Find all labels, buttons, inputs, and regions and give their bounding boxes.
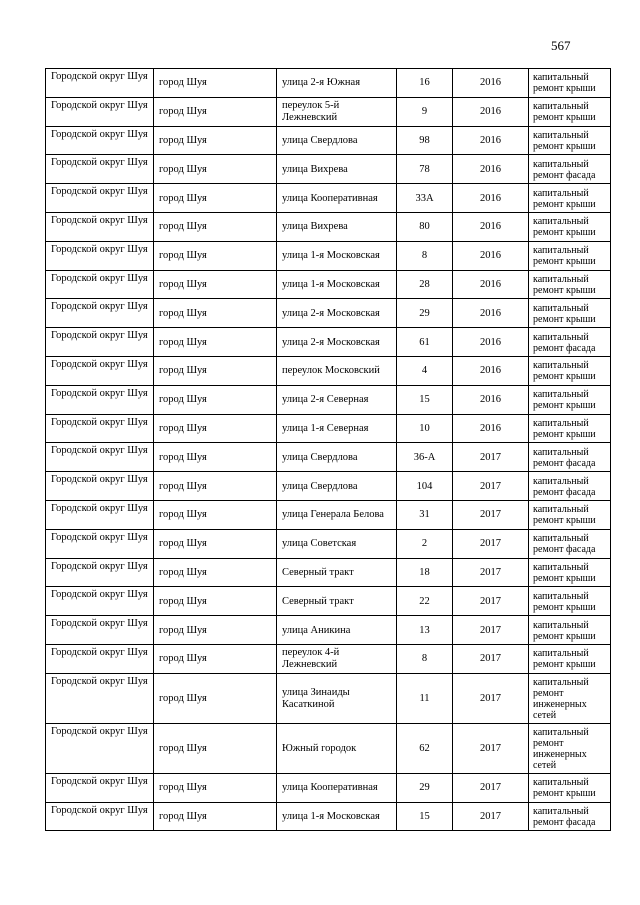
year-cell: 2017: [453, 558, 529, 587]
year-cell: 2017: [453, 443, 529, 472]
table-row: [46, 558, 611, 587]
table-row: [46, 723, 611, 773]
okrug-cell: Городской округ Шуя: [46, 587, 154, 616]
work-type-cell: капитальный ремонт крыши: [529, 773, 611, 802]
street-cell: улица 2-я Московская: [277, 299, 397, 328]
work-type-cell: капитальный ремонт фасада: [529, 328, 611, 357]
okrug-cell: Городской округ Шуя: [46, 97, 154, 126]
city-cell: город Шуя: [154, 270, 277, 299]
house-number-cell: 16: [397, 69, 453, 98]
street-cell: улица 2-я Северная: [277, 385, 397, 414]
year-cell: 2016: [453, 299, 529, 328]
street-cell: улица 2-я Южная: [277, 69, 397, 98]
table-row: [46, 500, 611, 529]
house-number-cell: 78: [397, 155, 453, 184]
street-cell: улица Генерала Белова: [277, 500, 397, 529]
house-number-cell: 36-А: [397, 443, 453, 472]
okrug-cell: Городской округ Шуя: [46, 472, 154, 501]
table-row: [46, 587, 611, 616]
work-type-cell: капитальный ремонт крыши: [529, 356, 611, 385]
work-type-cell: капитальный ремонт крыши: [529, 299, 611, 328]
street-cell: улица Советская: [277, 529, 397, 558]
work-type-cell: капитальный ремонт крыши: [529, 69, 611, 98]
city-cell: город Шуя: [154, 443, 277, 472]
work-type-cell: капитальный ремонт крыши: [529, 97, 611, 126]
year-cell: 2017: [453, 529, 529, 558]
house-number-cell: 80: [397, 212, 453, 241]
okrug-cell: Городской округ Шуя: [46, 723, 154, 773]
house-number-cell: 22: [397, 587, 453, 616]
okrug-cell: Городской округ Шуя: [46, 155, 154, 184]
year-cell: 2016: [453, 385, 529, 414]
city-cell: город Шуя: [154, 126, 277, 155]
okrug-cell: Городской округ Шуя: [46, 616, 154, 645]
year-cell: 2017: [453, 500, 529, 529]
house-number-cell: 28: [397, 270, 453, 299]
work-type-cell: капитальный ремонт крыши: [529, 644, 611, 673]
house-number-cell: 98: [397, 126, 453, 155]
city-cell: город Шуя: [154, 558, 277, 587]
street-cell: улица Зинаиды Касаткиной: [277, 673, 397, 723]
table-row: [46, 184, 611, 213]
city-cell: город Шуя: [154, 587, 277, 616]
street-cell: улица 1-я Московская: [277, 241, 397, 270]
city-cell: город Шуя: [154, 299, 277, 328]
year-cell: 2016: [453, 414, 529, 443]
city-cell: город Шуя: [154, 529, 277, 558]
table-row: [46, 802, 611, 831]
city-cell: город Шуя: [154, 356, 277, 385]
work-type-cell: капитальный ремонт фасада: [529, 443, 611, 472]
house-number-cell: 4: [397, 356, 453, 385]
house-number-cell: 11: [397, 673, 453, 723]
house-number-cell: 10: [397, 414, 453, 443]
city-cell: город Шуя: [154, 385, 277, 414]
house-number-cell: 33А: [397, 184, 453, 213]
house-number-cell: 8: [397, 644, 453, 673]
okrug-cell: Городской округ Шуя: [46, 212, 154, 241]
okrug-cell: Городской округ Шуя: [46, 500, 154, 529]
okrug-cell: Городской округ Шуя: [46, 802, 154, 831]
work-type-cell: капитальный ремонт крыши: [529, 184, 611, 213]
work-type-cell: капитальный ремонт крыши: [529, 500, 611, 529]
okrug-cell: Городской округ Шуя: [46, 529, 154, 558]
year-cell: 2016: [453, 356, 529, 385]
repair-schedule-table: [45, 68, 611, 831]
work-type-cell: капитальный ремонт фасада: [529, 802, 611, 831]
okrug-cell: Городской округ Шуя: [46, 270, 154, 299]
table-row: [46, 414, 611, 443]
okrug-cell: Городской округ Шуя: [46, 126, 154, 155]
work-type-cell: капитальный ремонт фасада: [529, 155, 611, 184]
year-cell: 2016: [453, 212, 529, 241]
okrug-cell: Городской округ Шуя: [46, 356, 154, 385]
street-cell: улица 2-я Московская: [277, 328, 397, 357]
table-row: [46, 385, 611, 414]
city-cell: город Шуя: [154, 414, 277, 443]
okrug-cell: Городской округ Шуя: [46, 385, 154, 414]
house-number-cell: 2: [397, 529, 453, 558]
street-cell: Южный городок: [277, 723, 397, 773]
year-cell: 2017: [453, 773, 529, 802]
street-cell: улица 1-я Московская: [277, 802, 397, 831]
house-number-cell: 104: [397, 472, 453, 501]
house-number-cell: 29: [397, 299, 453, 328]
city-cell: город Шуя: [154, 97, 277, 126]
work-type-cell: капитальный ремонт крыши: [529, 558, 611, 587]
house-number-cell: 9: [397, 97, 453, 126]
okrug-cell: Городской округ Шуя: [46, 673, 154, 723]
city-cell: город Шуя: [154, 212, 277, 241]
okrug-cell: Городской округ Шуя: [46, 241, 154, 270]
city-cell: город Шуя: [154, 723, 277, 773]
table-row: [46, 529, 611, 558]
street-cell: улица Вихрева: [277, 212, 397, 241]
work-type-cell: капитальный ремонт крыши: [529, 126, 611, 155]
year-cell: 2016: [453, 270, 529, 299]
okrug-cell: Городской округ Шуя: [46, 443, 154, 472]
street-cell: улица Свердлова: [277, 472, 397, 501]
house-number-cell: 15: [397, 385, 453, 414]
street-cell: Северный тракт: [277, 558, 397, 587]
year-cell: 2017: [453, 644, 529, 673]
table-row: [46, 443, 611, 472]
year-cell: 2017: [453, 723, 529, 773]
street-cell: Северный тракт: [277, 587, 397, 616]
street-cell: улица Кооперативная: [277, 184, 397, 213]
year-cell: 2016: [453, 97, 529, 126]
work-type-cell: капитальный ремонт фасада: [529, 529, 611, 558]
year-cell: 2016: [453, 184, 529, 213]
house-number-cell: 61: [397, 328, 453, 357]
okrug-cell: Городской округ Шуя: [46, 69, 154, 98]
work-type-cell: капитальный ремонт крыши: [529, 241, 611, 270]
city-cell: город Шуя: [154, 472, 277, 501]
city-cell: город Шуя: [154, 616, 277, 645]
year-cell: 2016: [453, 328, 529, 357]
table-row: [46, 472, 611, 501]
street-cell: переулок 4-й Лежневский: [277, 644, 397, 673]
house-number-cell: 15: [397, 802, 453, 831]
table-row: [46, 270, 611, 299]
street-cell: улица Аникина: [277, 616, 397, 645]
table-row: [46, 126, 611, 155]
table-body: [46, 69, 611, 831]
okrug-cell: Городской округ Шуя: [46, 414, 154, 443]
work-type-cell: капитальный ремонт крыши: [529, 212, 611, 241]
table-row: [46, 299, 611, 328]
table-row: [46, 644, 611, 673]
work-type-cell: капитальный ремонт крыши: [529, 385, 611, 414]
table-row: [46, 69, 611, 98]
year-cell: 2017: [453, 472, 529, 501]
year-cell: 2016: [453, 69, 529, 98]
city-cell: город Шуя: [154, 155, 277, 184]
work-type-cell: капитальный ремонт крыши: [529, 414, 611, 443]
house-number-cell: 31: [397, 500, 453, 529]
year-cell: 2017: [453, 802, 529, 831]
table-row: [46, 155, 611, 184]
city-cell: город Шуя: [154, 673, 277, 723]
street-cell: улица Свердлова: [277, 443, 397, 472]
work-type-cell: капитальный ремонт фасада: [529, 472, 611, 501]
table-row: [46, 773, 611, 802]
year-cell: 2016: [453, 126, 529, 155]
okrug-cell: Городской округ Шуя: [46, 299, 154, 328]
okrug-cell: Городской округ Шуя: [46, 644, 154, 673]
okrug-cell: Городской округ Шуя: [46, 773, 154, 802]
street-cell: улица 1-я Московская: [277, 270, 397, 299]
house-number-cell: 62: [397, 723, 453, 773]
year-cell: 2017: [453, 673, 529, 723]
table-row: [46, 616, 611, 645]
city-cell: город Шуя: [154, 184, 277, 213]
page-number: 567: [551, 38, 571, 53]
street-cell: улица Кооперативная: [277, 773, 397, 802]
table-row: [46, 356, 611, 385]
year-cell: 2017: [453, 616, 529, 645]
house-number-cell: 18: [397, 558, 453, 587]
city-cell: город Шуя: [154, 644, 277, 673]
table-row: [46, 673, 611, 723]
year-cell: 2016: [453, 155, 529, 184]
year-cell: 2016: [453, 241, 529, 270]
work-type-cell: капитальный ремонт инженерных сетей: [529, 673, 611, 723]
city-cell: город Шуя: [154, 802, 277, 831]
city-cell: город Шуя: [154, 241, 277, 270]
year-cell: 2017: [453, 587, 529, 616]
street-cell: улица Вихрева: [277, 155, 397, 184]
table-row: [46, 212, 611, 241]
street-cell: переулок Московский: [277, 356, 397, 385]
table-row: [46, 97, 611, 126]
table-row: [46, 328, 611, 357]
street-cell: улица Свердлова: [277, 126, 397, 155]
work-type-cell: капитальный ремонт крыши: [529, 587, 611, 616]
city-cell: город Шуя: [154, 328, 277, 357]
work-type-cell: капитальный ремонт крыши: [529, 616, 611, 645]
city-cell: город Шуя: [154, 773, 277, 802]
work-type-cell: капитальный ремонт крыши: [529, 270, 611, 299]
street-cell: переулок 5-й Лежневский: [277, 97, 397, 126]
okrug-cell: Городской округ Шуя: [46, 328, 154, 357]
okrug-cell: Городской округ Шуя: [46, 558, 154, 587]
table-row: [46, 241, 611, 270]
house-number-cell: 13: [397, 616, 453, 645]
street-cell: улица 1-я Северная: [277, 414, 397, 443]
city-cell: город Шуя: [154, 69, 277, 98]
house-number-cell: 8: [397, 241, 453, 270]
house-number-cell: 29: [397, 773, 453, 802]
city-cell: город Шуя: [154, 500, 277, 529]
okrug-cell: Городской округ Шуя: [46, 184, 154, 213]
work-type-cell: капитальный ремонт инженерных сетей: [529, 723, 611, 773]
